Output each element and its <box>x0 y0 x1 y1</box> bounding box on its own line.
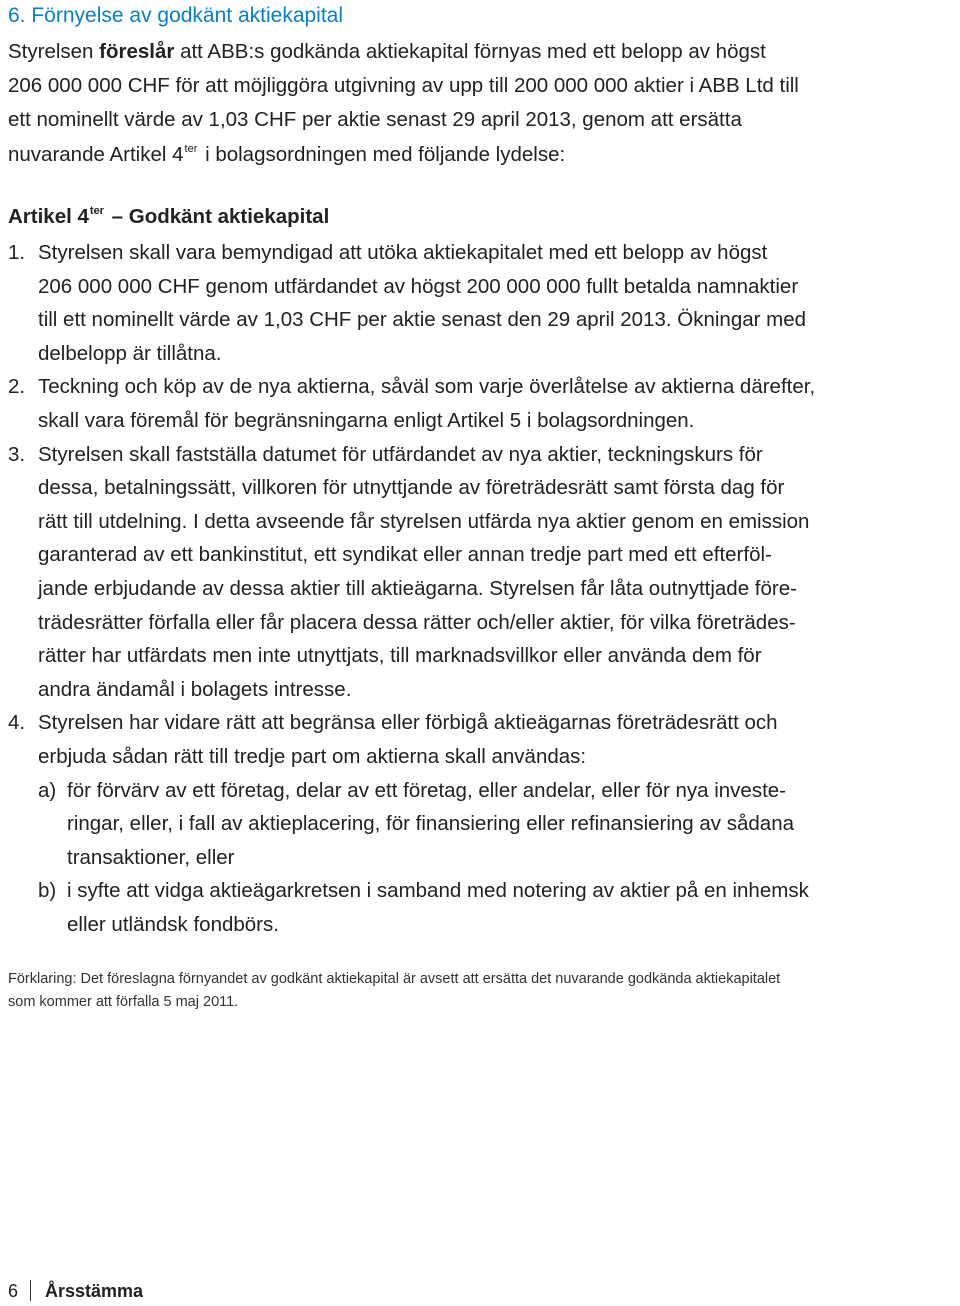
clause-line: delbelopp är tillåtna. <box>38 341 222 365</box>
page-footer <box>8 1279 143 1303</box>
sub-clause-line: i syfte att vidga aktieägarkretsen i samband med notering av aktier på en inhemsk <box>67 879 809 903</box>
clause-number: 1. <box>8 241 26 264</box>
clause-line: jande erbjudande av dessa aktier till aktieägarna. Styrelsen får låta outnyttjade före- <box>38 576 797 600</box>
clause-line: Teckning och köp av de nya aktierna, såväl som varje överlåtelse av aktierna därefter, <box>38 375 816 399</box>
intro-line: 206 000 000 CHF för att möjliggöra utgivning av upp till 200 000 000 aktier i ABB Ltd till <box>8 74 799 98</box>
clause-line: rätt till utdelning. I detta avseende får styrelsen utfärda nya aktier genom en emission <box>38 509 810 533</box>
article-heading-prefix: Artikel 4 <box>8 205 89 228</box>
clause-line: trädesrätter förfalla eller får placera dessa rätter och/eller aktier, för vilka företrädes- <box>38 610 796 634</box>
article-clauses <box>8 236 958 941</box>
superscript: ter <box>89 205 104 217</box>
clause-line: skall vara föremål för begränsningarna enligt Artikel 5 i bolagsordningen. <box>38 408 695 432</box>
sub-clause-line: ringar, eller, i fall av aktieplacering, för finansiering eller refinansiering av sådana <box>67 812 795 836</box>
sub-clause-item <box>8 774 958 875</box>
page-number: 6 <box>8 1281 19 1301</box>
sub-clause-letter: b) <box>38 879 57 903</box>
sub-clause-line: för förvärv av ett företag, delar av ett företag, eller andelar, eller för nya investe- <box>67 778 787 802</box>
clause-text <box>8 370 958 437</box>
sub-clause-line: eller utländsk fondbörs. <box>67 912 279 936</box>
document-title: Årsstämma <box>45 1281 144 1301</box>
clause-line: andra ändamål i bolagets intresse. <box>38 677 352 701</box>
clause-number: 2. <box>8 375 26 399</box>
clause-item <box>8 370 958 437</box>
intro-text: nuvarande Artikel 4 <box>8 142 184 166</box>
explanation-footnote <box>8 968 958 1013</box>
clause-text <box>8 438 958 707</box>
clause-text <box>8 236 958 370</box>
clause-line: erbjuda sådan rätt till tredje part om aktierna skall användas: <box>38 744 587 768</box>
intro-line <box>8 35 958 69</box>
intro-text: Styrelsen <box>8 40 100 63</box>
clause-item <box>8 438 958 707</box>
clause-line: rätter har utfärdats men inte utnyttjats, till marknadsvillkor eller använda dem för <box>38 644 762 668</box>
article-heading-title: – Godkänt aktiekapital <box>111 205 330 228</box>
intro-line: ett nominellt värde av 1,03 CHF per aktie senast 29 april 2013, genom att ersätta <box>8 108 742 132</box>
intro-paragraph <box>8 35 958 175</box>
clause-line: 206 000 000 CHF genom utfärdandet av högst 200 000 000 fullt betalda namnaktier <box>38 274 799 298</box>
clause-line: Styrelsen har vidare rätt att begränsa eller förbigå aktieägarnas företrädesrätt och <box>38 711 778 735</box>
clause-item <box>8 236 958 370</box>
intro-text: i bolagsordningen med följande lydelse: <box>205 142 566 166</box>
article-heading <box>8 202 329 235</box>
sub-clause-line: transaktioner, eller <box>67 845 235 869</box>
clause-text <box>8 706 958 773</box>
clause-number: 3. <box>8 442 26 466</box>
sub-clause-text <box>38 874 958 941</box>
footer-divider <box>30 1280 31 1301</box>
section-title: 6. Förnyelse av godkänt aktiekapital <box>8 4 344 27</box>
clause-line: till ett nominellt värde av 1,03 CHF per aktie senast den 29 april 2013. Ökningar med <box>38 308 807 332</box>
sub-clause-letter: a) <box>38 778 57 802</box>
footnote-line: som kommer att förfalla 5 maj 2011. <box>8 993 239 1010</box>
superscript: ter <box>184 142 198 155</box>
intro-emphasis: föreslår <box>99 40 175 63</box>
footnote-line: Förklaring: Det föreslagna förnyandet av godkänt aktiekapital är avsett att ersätta det nuvarande godkända aktiekapitalet <box>8 971 781 987</box>
clause-line: Styrelsen skall fastställa datumet för utfärdandet av nya aktier, teckningskurs för <box>38 442 763 466</box>
clause-line: dessa, betalningssätt, villkoren för utnyttjande av företrädesrätt samt första dag för <box>38 476 785 500</box>
intro-line <box>8 138 958 175</box>
clause-line: garanterad av ett bankinstitut, ett syndikat eller annan tredje part med ett efterföl- <box>38 543 772 567</box>
clause-item <box>8 706 958 773</box>
sub-clause-item <box>8 874 958 941</box>
clause-line: Styrelsen skall vara bemyndigad att utöka aktiekapitalet med ett belopp av högst <box>38 241 768 264</box>
intro-text: att ABB:s godkända aktiekapital förnyas med ett belopp av högst <box>174 40 766 63</box>
clause-number: 4. <box>8 711 26 735</box>
sub-clause-text <box>38 774 958 875</box>
